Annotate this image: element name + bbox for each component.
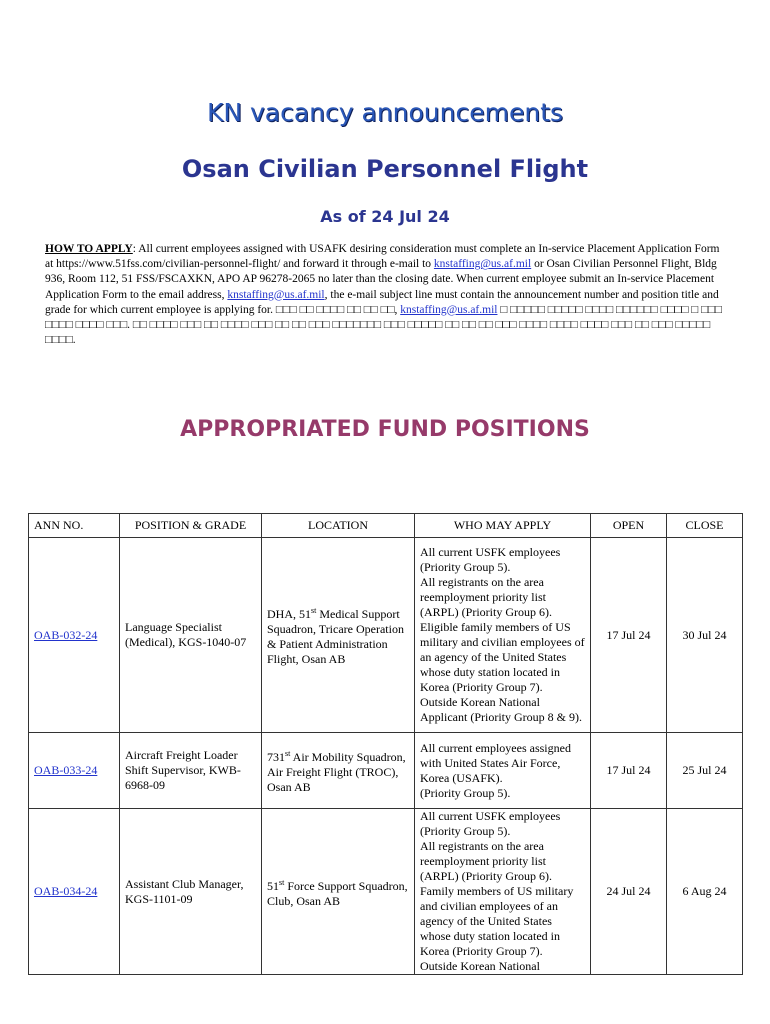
position-cell: Language Specialist (Medical), KGS-1040-07 [120, 538, 262, 733]
location-text: Medical Support Squadron, Tricare Operation & Patient Administration Flight, Osan AB [267, 607, 404, 666]
header-location: LOCATION [262, 514, 415, 538]
location-text: DHA, 51 [267, 607, 311, 621]
location-cell [262, 538, 415, 733]
ann-cell [29, 538, 120, 733]
announcement-link[interactable]: OAB-032-24 [34, 627, 98, 642]
position-cell: Assistant Club Manager, KGS-1101-09 [120, 809, 262, 975]
howto-text-1: : All current employees assigned with USAFK desiring consideration must complete an In-service Placement Application Form at https://www.51fss.com/civilian-personnel-flight/ [45, 243, 720, 271]
who-may-apply-cell: All current employees assigned with United States Air Force, Korea (USAFK). (Priority Group 5). [415, 733, 591, 809]
howto-text-3: or Osan Civilian Personnel Flight, Bldg 936, Room 112, 51 FSS/FSCAXKN, APO AP 96278-2065 no later than the closing date. When current employee submit an In-service Placement Application Form to the email address, [45, 258, 717, 301]
howto-text-4: , the e-mail subject line must contain the announcement number and position title and grade for which current employee is applying for. [45, 288, 719, 316]
header-ann-no: ANN NO. [29, 514, 120, 538]
email-link-1[interactable]: knstaffing@us.af.mil [433, 258, 532, 271]
header-who-may-apply: WHO MAY APPLY [415, 514, 591, 538]
close-date-cell: 30 Jul 24 [667, 538, 743, 733]
ann-cell [29, 809, 120, 975]
location-cell [262, 733, 415, 809]
korean-text-1: □□□ □□ □□□□ □□ □□ □□, [275, 303, 401, 316]
open-date-cell: 17 Jul 24 [591, 733, 667, 809]
open-date-cell: 17 Jul 24 [591, 538, 667, 733]
header-open: OPEN [591, 514, 667, 538]
email-link-3[interactable]: knstaffing@us.af.mil [400, 303, 498, 316]
announcement-link[interactable]: OAB-033-24 [34, 763, 98, 777]
table-row [29, 809, 743, 975]
who-may-apply-cell: All current USFK employees (Priority Group 5). All registrants on the area reemployment priority list (ARPL) (Priority Group 6). Eligible family members of US military and civilian employees of an agency of the United States whose duty station located in Korea (Priority Group 7). Outside Korean National Applicant (Priority Group 8 & 9). [415, 538, 591, 733]
howto-text-2: and forward it through e-mail to [280, 258, 434, 271]
header-position: POSITION & GRADE [120, 514, 262, 538]
close-date-cell: 6 Aug 24 [667, 809, 743, 975]
section-heading: APPROPRIATED FUND POSITIONS [180, 417, 590, 442]
ordinal-suffix: st [285, 749, 291, 758]
position-cell: Aircraft Freight Loader Shift Supervisor, KWB-6968-09 [120, 733, 262, 809]
vacancy-table [28, 513, 743, 975]
korean-text-2: □ □□□□□ □□□□□ □□□□ □□□□□□ □□□□ □ □□□ □□□□ □□□□ □□□. □□ □□□□ □□□ □□ □□□□ □□□ □□ □□ □□□ □□□□□□□ □□□ □□□□□ □□ □□ □□ □□□ □□□□ □□□□ □□□□ □□□ □□ □□□ □□□□□ □□□□. [45, 303, 722, 347]
announcement-link[interactable]: OAB-034-24 [34, 884, 98, 898]
location-cell [262, 809, 415, 975]
location-text: Air Mobility Squadron, Air Freight Flight (TROC), Osan AB [267, 750, 406, 794]
ann-cell [29, 733, 120, 809]
ordinal-suffix: st [311, 606, 317, 615]
how-to-apply-heading: HOW TO APPLY [45, 243, 133, 255]
email-link-2[interactable]: knstaffing@us.af.mil [227, 288, 325, 301]
location-text: 731 [267, 750, 285, 764]
flight-title: Osan Civilian Personnel Flight [181, 155, 589, 183]
how-to-apply-paragraph [45, 242, 727, 348]
location-text: Force Support Squadron, Club, Osan AB [267, 878, 408, 908]
open-date-cell: 24 Jul 24 [591, 809, 667, 975]
table-header-row [29, 514, 743, 538]
location-text: 51 [267, 878, 279, 893]
as-of-date: As of 24 Jul 24 [320, 207, 450, 226]
header-close: CLOSE [667, 514, 743, 538]
close-date-cell: 25 Jul 24 [667, 733, 743, 809]
ordinal-suffix: st [279, 877, 285, 887]
table-row [29, 733, 743, 809]
table-row [29, 538, 743, 733]
who-may-apply-cell: All current USFK employees (Priority Group 5). All registrants on the area reemployment priority list (ARPL) (Priority Group 6). Family members of US military and civilian employees of an agency of the United States whose duty station located in Korea (Priority Group 7). Outside Korean National [415, 809, 591, 975]
kn-vacancy-title: KN vacancy announcements [206, 98, 564, 127]
